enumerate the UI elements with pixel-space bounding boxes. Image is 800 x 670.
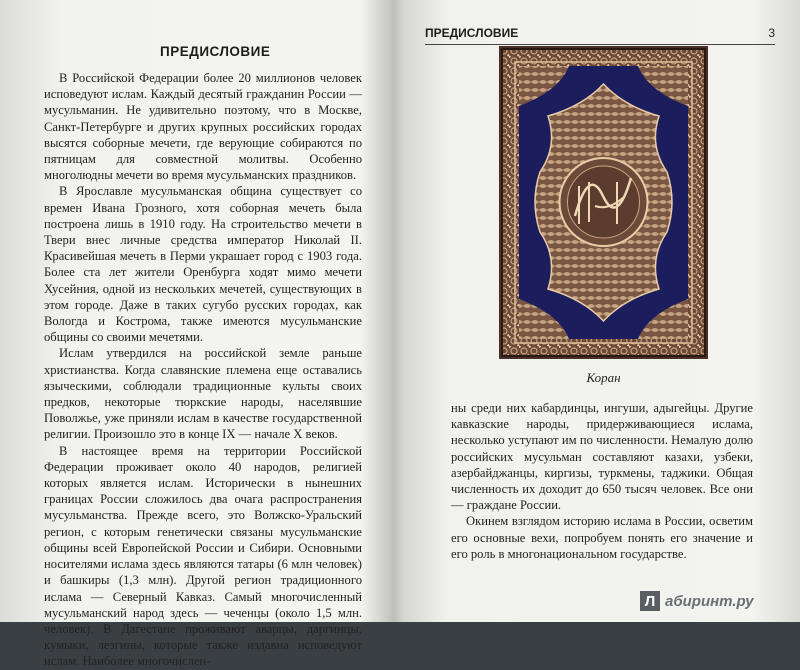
labirint-watermark	[640, 590, 754, 612]
left-page	[0, 0, 395, 669]
page-title: ПРЕДИСЛОВИЕ	[160, 44, 271, 59]
paragraph: ны среди них кабардинцы, ингуши, адыгейцы. Другие кавказские народы, придерживающиеся ислама, несколько уступают им по численности. Немалую долю российских мусульман составляют казахи, узбеки, азербайджанцы, киргизы, туркмены, таджики. Общая численность их доходит до 650 тысяч человек. Все они — граждане России.	[451, 401, 753, 513]
paragraph: Окинем взглядом историю ислама в России, осветим его основные вехи, попробуем понять его значение и его роль в многонациональном государстве.	[451, 514, 753, 561]
labirint-logo-icon: Л	[640, 591, 660, 611]
image-caption: Коран	[586, 370, 621, 385]
running-header	[425, 26, 775, 45]
watermark-text: абиринт.ру	[665, 592, 754, 610]
paragraph: Ислам утвердился на российской земле раньше христианства. Когда славянские племена еще оставались языческими, соблюдали традиционные культы своих предков, некоторые тюркские народы, населявшие Поволжье, уже приняли ислам в качестве государственной религии. Произошло это в конце IX — начале X веков.	[44, 346, 362, 442]
running-head-title: ПРЕДИСЛОВИЕ	[425, 26, 519, 40]
koran-cover-illustration	[499, 46, 708, 359]
right-page	[405, 0, 800, 622]
right-body-text	[451, 400, 753, 562]
paragraph: В Российской Федерации более 20 миллионов человек исповедуют ислам. Каждый десятый гражданин России — мусульманин. Не удивительно поэтому, что в Москве, Санкт-Петербурге и других крупных российских городах высятся соборные мечети, где верующие собираются по пятницам для совместной молитвы. Особенно многолюдны мечети во время мусульманских праздников.	[44, 71, 362, 183]
page-number: 3	[768, 26, 775, 40]
left-body-text	[44, 70, 362, 670]
paragraph: В настоящее время на территории Российской Федерации проживает около 40 народов, религией которых является ислам. Исторически в нынешних границах России сложилось два очага распространения мусульманства. Прежде всего, это Волжско-Уральский регион, с которым генетически связаны мусульманские общины всей Европейской России и Сибири. Основными носителями ислама здесь являются татары (6 млн человек) и башкиры (1,3 млн). Другой регион традиционного ислама — Северный Кавказ. Самый многочисленный мусульманский народ здесь — чеченцы (около 1,5 млн. человек). В Дагестане проживают аварцы, даргинцы, кумыки, лезгины, которые также издавна исповедуют ислам. Наиболее многочислен-	[44, 443, 362, 669]
paragraph: В Ярославле мусульманская община существует со времен Ивана Грозного, хотя соборная мечеть была построена лишь в 1910 году. На строительство мечети в Твери внес личные средства император Николай II. Красивейшая мечеть в Перми украшает город с 1903 года. Более ста лет жители Оренбурга ходят мимо мечети Хусейния, одной из нескольких мечетей, существующих в этом городе. Даже в таких сугубо русских городах, как Вологда и Кострома, также имеются мусульманские общины со своими мечетями.	[44, 184, 362, 345]
